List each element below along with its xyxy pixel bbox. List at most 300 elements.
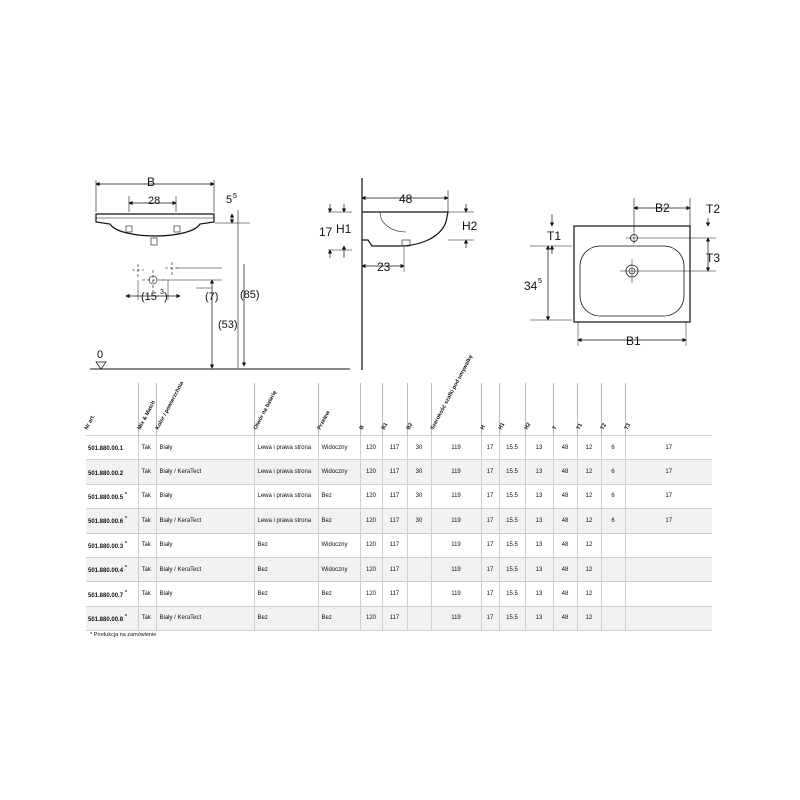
cell-art — [86, 582, 138, 606]
cell-t2 — [601, 606, 625, 630]
label-28: 28 — [148, 195, 161, 207]
table-body — [86, 436, 712, 631]
cell-t1 — [577, 484, 601, 508]
cell-color — [156, 557, 254, 581]
column-header-label: Szerokość szafki pod umywalkę — [429, 354, 474, 431]
cell-t2 — [601, 509, 625, 533]
cell-value: Tak — [141, 615, 151, 622]
cell-value: 12 — [585, 566, 593, 573]
cell-b1 — [382, 582, 407, 606]
cell-value: 30 — [415, 493, 423, 500]
specification-table — [83, 354, 712, 631]
cell-h — [481, 557, 499, 581]
cell-tap — [254, 557, 318, 581]
cell-value: 17 — [486, 542, 494, 549]
cell-b1 — [382, 484, 407, 508]
cell-value: 120 — [365, 566, 376, 573]
cell-value: 30 — [415, 469, 423, 476]
cell-value: 501.880.00.3 — [88, 543, 124, 550]
top-view — [530, 198, 716, 346]
column-header — [601, 383, 625, 436]
cell-value: Bez — [257, 542, 268, 549]
cell-value: 120 — [365, 493, 376, 500]
cell-h — [481, 436, 499, 460]
cell-color — [156, 533, 254, 557]
cell-tap — [254, 509, 318, 533]
cell-cab — [431, 533, 481, 557]
cell-color — [156, 509, 254, 533]
label-zero: 0 — [97, 349, 104, 361]
cell-value: 6 — [611, 444, 615, 451]
side-view — [328, 178, 474, 370]
column-header — [83, 383, 138, 436]
cell-b2 — [407, 509, 431, 533]
column-header — [154, 380, 254, 436]
cell-value: Lewa i prawa strona — [257, 469, 312, 476]
cell-value: 17 — [486, 566, 494, 573]
cell-value: Bez — [321, 591, 332, 598]
cell-value: 117 — [389, 566, 400, 573]
label-17: 17 — [319, 225, 333, 239]
cell-t — [553, 436, 577, 460]
column-header-label: Nr art. — [83, 413, 97, 431]
table-row — [86, 484, 712, 508]
cell-art — [86, 484, 138, 508]
cell-t1 — [577, 533, 601, 557]
cell-overflow — [318, 533, 360, 557]
cell-value: Bez — [321, 493, 332, 500]
cell-value: 30 — [415, 517, 423, 524]
column-header-label: H — [479, 424, 487, 431]
cell-value: Lewa i prawa strona — [257, 493, 312, 500]
cell-value: 17 — [665, 517, 673, 524]
cell-value: 117 — [389, 493, 400, 500]
cell-value: Bez — [321, 615, 332, 622]
top-view-labels — [524, 201, 720, 348]
cell-value: 13 — [535, 615, 543, 622]
cell-tap — [254, 484, 318, 508]
cell-value: 13 — [535, 444, 543, 451]
cell-t — [553, 533, 577, 557]
cell-mix — [138, 436, 156, 460]
cell-value: 117 — [389, 615, 400, 622]
label-53: (53) — [218, 319, 238, 331]
cell-value: 15.5 — [506, 517, 518, 524]
column-header-label: Przelew — [316, 410, 332, 431]
cell-value: Tak — [141, 591, 151, 598]
cell-value: Bez — [257, 591, 268, 598]
cell-t2 — [601, 460, 625, 484]
cell-h1 — [499, 460, 525, 484]
cell-value: 48 — [561, 469, 569, 476]
cell-t3 — [625, 484, 712, 508]
cell-value: 15.5 — [506, 615, 518, 622]
cell-value: Widoczny — [321, 444, 348, 451]
cell-h1 — [499, 606, 525, 630]
cell-value: Biały / KeraTect — [159, 469, 202, 476]
cell-value: 120 — [365, 469, 376, 476]
cell-tap — [254, 533, 318, 557]
cell-value: Biały — [159, 493, 173, 500]
label-b1: B1 — [626, 334, 641, 348]
cell-h — [481, 582, 499, 606]
cell-value: Widoczny — [321, 566, 348, 573]
column-header — [254, 383, 318, 436]
table-row — [86, 606, 712, 630]
column-header — [318, 383, 360, 436]
cell-value: 12 — [585, 444, 593, 451]
column-header-label: Mix & Match — [136, 399, 157, 431]
cell-value: 17 — [486, 444, 494, 451]
cell-value: 120 — [365, 517, 376, 524]
cell-value: 48 — [561, 566, 569, 573]
table-row — [86, 509, 712, 533]
cell-value: 17 — [486, 469, 494, 476]
column-header — [407, 383, 431, 436]
cell-color — [156, 436, 254, 460]
cell-h — [481, 533, 499, 557]
cell-value: Biały — [159, 444, 173, 451]
side-view-labels — [319, 192, 478, 274]
cell-art — [86, 460, 138, 484]
cell-value: 120 — [365, 591, 376, 598]
footnote: * Produkcja na zamówienie — [90, 632, 157, 638]
cell-h2 — [525, 436, 553, 460]
cell-overflow — [318, 436, 360, 460]
cell-value: 12 — [585, 542, 593, 549]
table-row — [86, 533, 712, 557]
cell-mix — [138, 582, 156, 606]
label-23: 23 — [377, 260, 391, 274]
cell-b2 — [407, 484, 431, 508]
cell-t1 — [577, 606, 601, 630]
label-34: 34 — [524, 279, 538, 293]
label-15: (15 — [141, 291, 157, 303]
table-row — [86, 436, 712, 460]
cell-value: 15.5 — [506, 566, 518, 573]
cell-overflow — [318, 557, 360, 581]
cell-b1 — [382, 606, 407, 630]
cell-value: 501.880.00.6 — [88, 519, 124, 526]
cell-h1 — [499, 436, 525, 460]
cell-value: Tak — [141, 542, 151, 549]
column-header — [481, 383, 499, 436]
cell-t2 — [601, 557, 625, 581]
cell-value: 501.880.00.7 — [88, 592, 124, 599]
label-15-sup: 3 — [160, 289, 164, 296]
cell-value: Biały — [159, 591, 173, 598]
cell-value: Biały / KeraTect — [159, 517, 202, 524]
cell-value: 17 — [665, 469, 673, 476]
cell-h1 — [499, 582, 525, 606]
cell-b2 — [407, 606, 431, 630]
column-header — [499, 383, 525, 436]
cell-value: 501.880.00.1 — [88, 446, 124, 453]
column-header — [360, 383, 382, 436]
column-header-label: B2 — [405, 421, 414, 431]
cell-value: 120 — [365, 542, 376, 549]
cell-value: Bez — [257, 566, 268, 573]
label-5: 5 — [226, 194, 233, 206]
cell-t2 — [601, 484, 625, 508]
cell-value: 117 — [389, 591, 400, 598]
cell-value: 6 — [611, 493, 615, 500]
cell-value: 12 — [585, 493, 593, 500]
cell-b — [360, 484, 382, 508]
cell-b — [360, 460, 382, 484]
cell-value: Tak — [141, 566, 151, 573]
cell-t1 — [577, 460, 601, 484]
label-t3: T3 — [706, 251, 721, 265]
cell-mix — [138, 557, 156, 581]
cell-cab — [431, 582, 481, 606]
cell-t1 — [577, 582, 601, 606]
cell-value: 48 — [561, 591, 569, 598]
cell-t3 — [625, 582, 712, 606]
cell-value: 117 — [389, 542, 400, 549]
label-t2: T2 — [706, 202, 721, 216]
cell-h — [481, 606, 499, 630]
cell-value: 15.5 — [506, 469, 518, 476]
column-header — [138, 383, 156, 436]
cell-value: 120 — [365, 444, 376, 451]
cell-t2 — [601, 436, 625, 460]
column-header — [429, 354, 481, 436]
cell-h — [481, 509, 499, 533]
cell-value: 17 — [486, 517, 494, 524]
label-h1: H1 — [336, 222, 352, 236]
made-to-order-marker: * — [125, 516, 127, 523]
cell-value: Biały / KeraTect — [159, 615, 202, 622]
cell-mix — [138, 484, 156, 508]
cell-mix — [138, 460, 156, 484]
table-row — [86, 582, 712, 606]
cell-value: 13 — [535, 591, 543, 598]
cell-value: 119 — [451, 517, 461, 524]
label-85: (85) — [240, 289, 260, 301]
cell-t2 — [601, 582, 625, 606]
made-to-order-marker: * — [125, 540, 127, 547]
cell-cab — [431, 484, 481, 508]
cell-value: 501.880.00.8 — [88, 616, 124, 623]
label-5-sup: 5 — [233, 193, 237, 200]
cell-value: 17 — [486, 591, 494, 598]
cell-art — [86, 606, 138, 630]
cell-color — [156, 460, 254, 484]
cell-h2 — [525, 606, 553, 630]
cell-art — [86, 557, 138, 581]
cell-t — [553, 582, 577, 606]
cell-overflow — [318, 509, 360, 533]
cell-t3 — [625, 460, 712, 484]
cell-value: 13 — [535, 469, 543, 476]
cell-b — [360, 509, 382, 533]
cell-t3 — [625, 533, 712, 557]
cell-value: Tak — [141, 493, 151, 500]
cell-value: 15.5 — [506, 542, 518, 549]
cell-t — [553, 509, 577, 533]
cell-value: 13 — [535, 517, 543, 524]
cell-t — [553, 606, 577, 630]
cell-h2 — [525, 582, 553, 606]
cell-value: 12 — [585, 591, 593, 598]
cell-value: Tak — [141, 517, 151, 524]
cell-b — [360, 436, 382, 460]
cell-value: 15.5 — [506, 444, 518, 451]
made-to-order-marker: * — [125, 565, 127, 572]
cell-b — [360, 606, 382, 630]
cell-value: 119 — [451, 493, 461, 500]
cell-value: 12 — [585, 615, 593, 622]
cell-value: 501.880.00.4 — [88, 568, 124, 575]
cell-value: 48 — [561, 517, 569, 524]
made-to-order-marker: * — [125, 589, 127, 596]
cell-h1 — [499, 509, 525, 533]
column-header-label: B1 — [380, 421, 389, 431]
column-header-label: B — [358, 424, 366, 431]
cell-t1 — [577, 509, 601, 533]
column-header-label: H1 — [497, 421, 506, 431]
cell-h2 — [525, 460, 553, 484]
cell-h2 — [525, 557, 553, 581]
cell-mix — [138, 606, 156, 630]
cell-mix — [138, 509, 156, 533]
column-header-label: T1 — [575, 422, 584, 431]
cell-h1 — [499, 484, 525, 508]
cell-cab — [431, 460, 481, 484]
cell-b2 — [407, 557, 431, 581]
cell-value: 119 — [451, 615, 461, 622]
cell-value: Widoczny — [321, 542, 348, 549]
cell-value: Bez — [321, 517, 332, 524]
cell-value: 12 — [585, 517, 593, 524]
label-b2: B2 — [655, 201, 670, 215]
label-b: B — [147, 175, 156, 189]
cell-color — [156, 606, 254, 630]
cell-art — [86, 533, 138, 557]
cell-t2 — [601, 533, 625, 557]
cell-value: 15.5 — [506, 493, 518, 500]
cell-h1 — [499, 533, 525, 557]
made-to-order-marker: * — [125, 613, 127, 620]
cell-value: 15.5 — [506, 591, 518, 598]
cell-value: 48 — [561, 444, 569, 451]
cell-value: 119 — [451, 566, 461, 573]
cell-b1 — [382, 509, 407, 533]
cell-t3 — [625, 557, 712, 581]
cell-value: 119 — [451, 469, 461, 476]
cell-b — [360, 582, 382, 606]
cell-t3 — [625, 509, 712, 533]
cell-t3 — [625, 436, 712, 460]
cell-value: Widoczny — [321, 469, 348, 476]
column-header-label: Kolor / powierzchnia — [154, 380, 185, 431]
cell-value: Biały / KeraTect — [159, 566, 202, 573]
column-header — [525, 383, 553, 436]
cell-tap — [254, 436, 318, 460]
cell-value: 48 — [561, 493, 569, 500]
cell-value: 17 — [665, 444, 673, 451]
cell-t1 — [577, 436, 601, 460]
column-header — [577, 383, 601, 436]
cell-overflow — [318, 484, 360, 508]
cell-cab — [431, 509, 481, 533]
cell-value: 117 — [389, 469, 400, 476]
cell-b1 — [382, 436, 407, 460]
cell-value: 6 — [611, 517, 615, 524]
cell-value: 119 — [451, 542, 461, 549]
cell-mix — [138, 533, 156, 557]
cell-art — [86, 509, 138, 533]
cell-t1 — [577, 557, 601, 581]
cell-value: 120 — [365, 615, 376, 622]
cell-value: Lewa i prawa strona — [257, 517, 312, 524]
cell-value: 12 — [585, 469, 593, 476]
cell-value: 48 — [561, 542, 569, 549]
label-15-close: ) — [164, 291, 168, 303]
column-header — [625, 383, 712, 436]
cell-b2 — [407, 533, 431, 557]
cell-value: Bez — [257, 615, 268, 622]
cell-art — [86, 436, 138, 460]
cell-b2 — [407, 582, 431, 606]
cell-h — [481, 460, 499, 484]
made-to-order-marker: * — [125, 491, 127, 498]
cell-tap — [254, 460, 318, 484]
cell-overflow — [318, 582, 360, 606]
technical-drawing — [0, 0, 800, 380]
cell-value: 13 — [535, 542, 543, 549]
cell-h2 — [525, 533, 553, 557]
cell-b — [360, 557, 382, 581]
cell-value: 119 — [451, 444, 461, 451]
cell-value: 6 — [611, 469, 615, 476]
label-t1: T1 — [547, 229, 562, 243]
front-view — [90, 180, 350, 369]
table-header-row — [86, 383, 712, 436]
cell-b1 — [382, 533, 407, 557]
cell-value: 117 — [389, 517, 400, 524]
cell-value: 30 — [415, 444, 423, 451]
table-row — [86, 557, 712, 581]
cell-h — [481, 484, 499, 508]
cell-b1 — [382, 460, 407, 484]
cell-tap — [254, 582, 318, 606]
cell-value: 501.880.00.5 — [88, 494, 124, 501]
cell-value: 13 — [535, 566, 543, 573]
label-48: 48 — [399, 192, 413, 206]
cell-cab — [431, 436, 481, 460]
column-header-label: T3 — [623, 422, 632, 431]
column-header — [553, 383, 577, 436]
cell-b1 — [382, 557, 407, 581]
table-row — [86, 460, 712, 484]
column-header-label: T — [551, 425, 559, 431]
cell-cab — [431, 606, 481, 630]
cell-color — [156, 582, 254, 606]
cell-value: 17 — [486, 615, 494, 622]
cell-value: 48 — [561, 615, 569, 622]
cell-b2 — [407, 436, 431, 460]
column-header-label: H2 — [523, 421, 532, 431]
cell-b2 — [407, 460, 431, 484]
cell-overflow — [318, 606, 360, 630]
cell-value: 13 — [535, 493, 543, 500]
cell-value: 17 — [486, 493, 494, 500]
cell-value: Lewa i prawa strona — [257, 444, 312, 451]
cell-t — [553, 484, 577, 508]
cell-t — [553, 460, 577, 484]
